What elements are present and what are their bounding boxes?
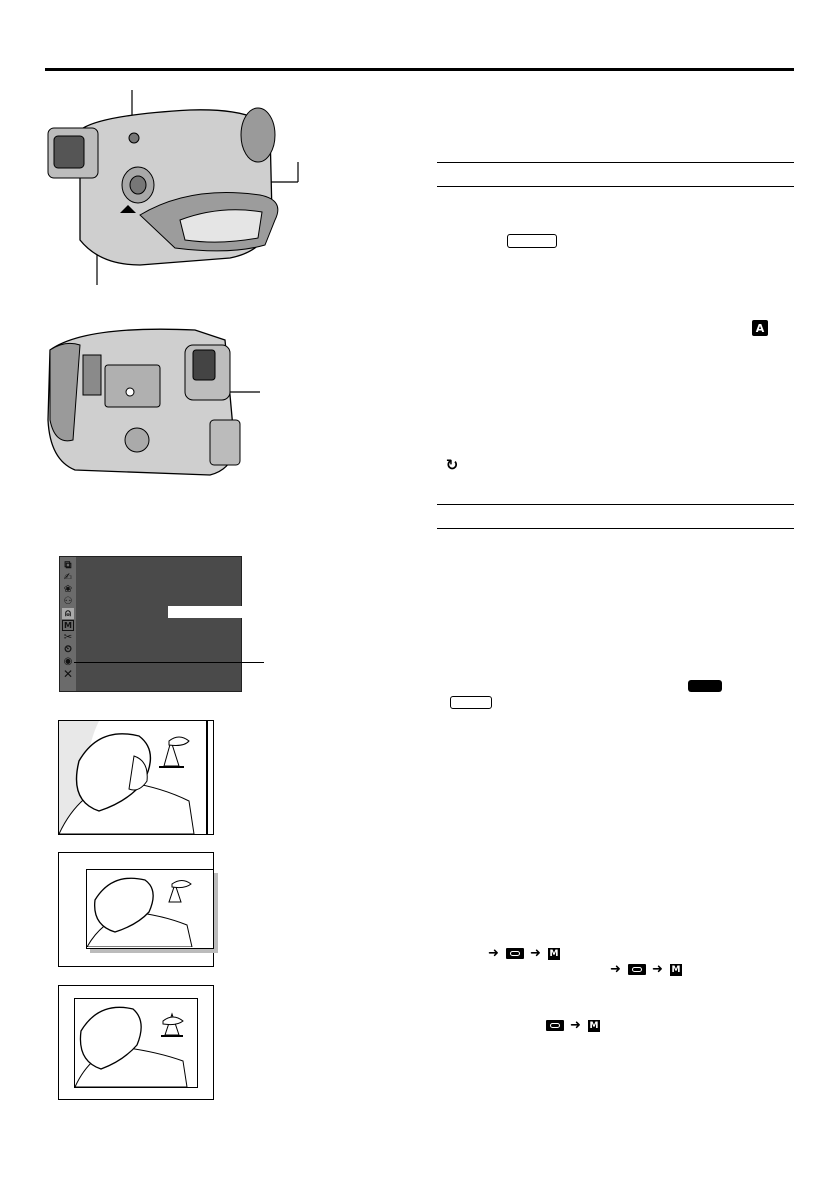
section1-rule-bottom xyxy=(437,186,794,187)
memory-mode-icon: M xyxy=(549,949,559,959)
tape-mode-icon xyxy=(506,948,524,959)
image-frame-letterbox xyxy=(58,985,214,1100)
camcorder-top-illustration xyxy=(40,90,310,285)
menu-callout-line xyxy=(74,662,264,663)
section2-rule-bottom xyxy=(437,528,794,529)
menu-icon-3: ❀ xyxy=(63,584,73,595)
inset-picture xyxy=(86,869,214,949)
letterbox-picture xyxy=(74,998,198,1088)
tape-mode-icon xyxy=(546,1020,564,1031)
image-frame-inset xyxy=(58,852,214,967)
top-rule xyxy=(45,68,794,71)
menu-icon-7: ✂ xyxy=(63,632,73,643)
menu-icon-10: ✕ xyxy=(62,667,74,681)
image-frame-full xyxy=(58,720,214,835)
menu-icon-5: ⍝ xyxy=(62,608,74,619)
arrow-icon: ➜ xyxy=(570,1018,581,1033)
section2-rule-top xyxy=(437,504,794,505)
section1-rule-top xyxy=(437,162,794,163)
return-icon: ↻ xyxy=(445,456,459,474)
menu-icon-9: ◉ xyxy=(63,656,73,667)
tape-mode-icon xyxy=(628,964,646,975)
arrow-icon: ➜ xyxy=(652,962,663,977)
woman-illustration-inset xyxy=(87,870,212,947)
menu-screen xyxy=(59,556,242,692)
menu-icon-8: ⏲ xyxy=(64,644,72,655)
arrow-icon: ➜ xyxy=(488,946,499,961)
key-button-2 xyxy=(450,696,492,709)
camcorder-side-illustration xyxy=(45,320,275,485)
key-button-1 xyxy=(507,234,557,248)
auto-mode-icon: A xyxy=(752,320,768,336)
menu-icon-6: M xyxy=(62,620,74,631)
menu-highlight-bar xyxy=(168,606,242,618)
woman-illustration-letterbox xyxy=(75,999,197,1087)
memory-mode-icon: M xyxy=(589,1021,599,1031)
arrow-icon: ➜ xyxy=(610,962,621,977)
menu-icon-1: ⧉ xyxy=(64,560,72,571)
arrow-icon: ➜ xyxy=(530,946,541,961)
menu-icon-2: ✍ xyxy=(63,572,73,583)
menu-icon-4: ⚇ xyxy=(63,596,73,607)
memory-mode-icon: M xyxy=(671,965,681,975)
key-button-dark xyxy=(688,680,722,692)
woman-illustration-full xyxy=(59,721,213,834)
